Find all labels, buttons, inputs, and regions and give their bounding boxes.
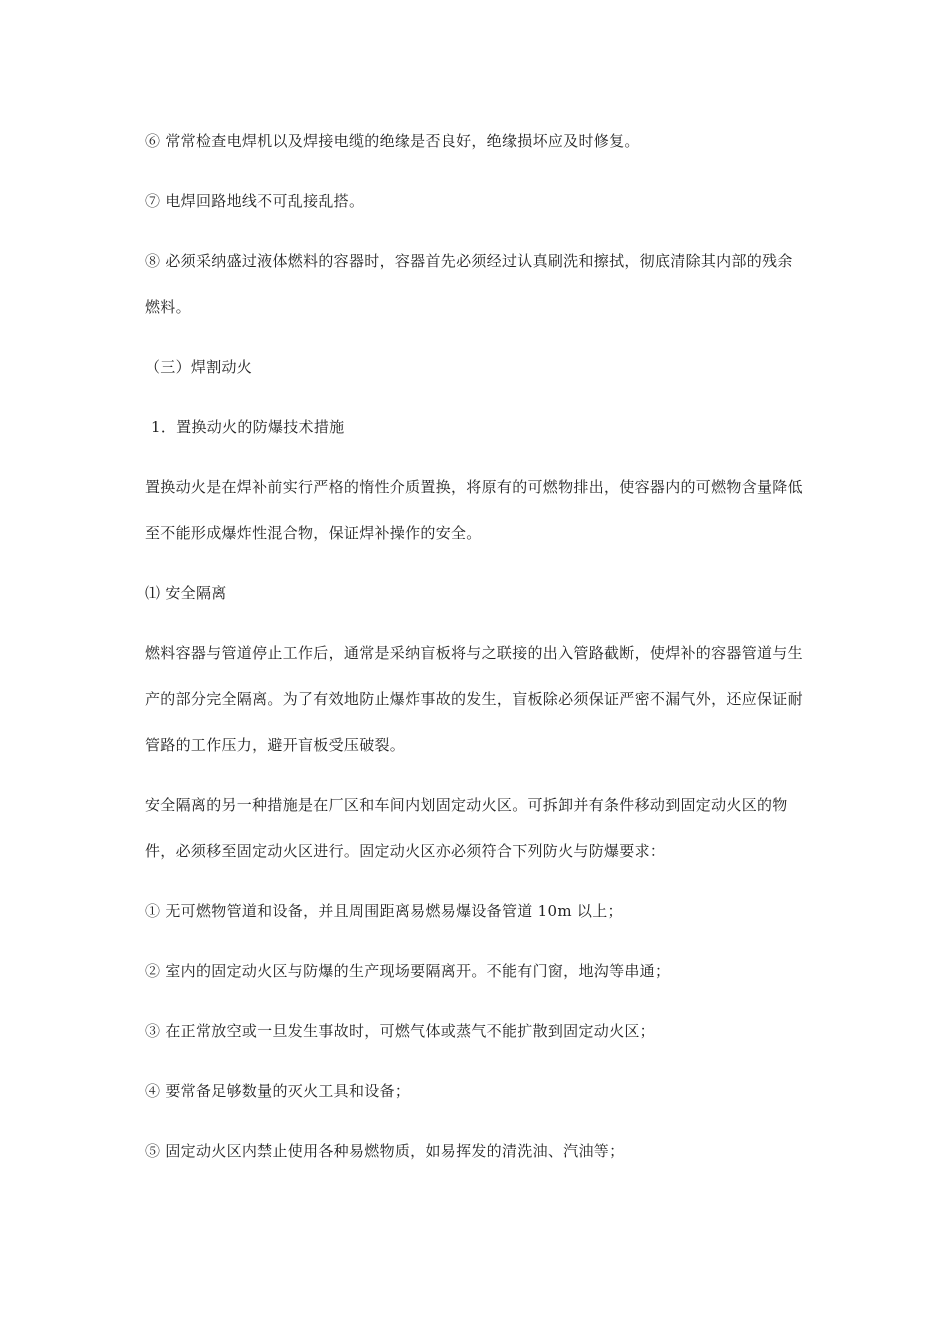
list-item-2: ② 室内的固定动火区与防爆的生产现场要隔离开。不能有门窗，地沟等串通； bbox=[145, 962, 671, 980]
paragraph-gap bbox=[145, 994, 805, 1008]
paragraph-gap bbox=[145, 874, 805, 888]
list-item-5: ⑤ 固定动火区内禁止使用各种易燃物质，如易挥发的清洗油、汽油等； bbox=[145, 1142, 625, 1160]
paragraph-gap bbox=[145, 1114, 805, 1128]
body-paragraph: 置换动火是在焊补前实行严格的惰性介质置换，将原有的可燃物排出，使容器内的可燃物含量降低至不能形成爆炸性混合物，保证焊补操作的安全。 bbox=[145, 478, 803, 542]
sub-heading-safety-isolation: ⑴ 安全隔离 bbox=[145, 584, 227, 602]
paragraph-gap bbox=[145, 934, 805, 948]
list-item-6: ⑥ 常常检查电焊机以及焊接电缆的绝缘是否良好，绝缘损坏应及时修复。 bbox=[145, 132, 640, 150]
document-body bbox=[145, 118, 805, 1174]
paragraph-gap bbox=[145, 1054, 805, 1068]
paragraph-gap bbox=[145, 450, 805, 464]
list-item-4: ④ 要常备足够数量的灭火工具和设备； bbox=[145, 1082, 411, 1100]
paragraph-gap bbox=[145, 556, 805, 570]
paragraph-gap bbox=[145, 224, 805, 238]
list-item-8: ⑧ 必须采纳盛过液体燃料的容器时，容器首先必须经过认真刷洗和擦拭，彻底清除其内部的残余燃料。 bbox=[145, 252, 793, 316]
paragraph-gap bbox=[145, 616, 805, 630]
section-heading: （三）焊割动火 bbox=[145, 358, 253, 376]
paragraph-gap bbox=[145, 164, 805, 178]
list-item-1: ① 无可燃物管道和设备，并且周围距离易燃易爆设备管道 10m 以上； bbox=[145, 902, 623, 920]
subsection-heading: 1．置换动火的防爆技术措施 bbox=[151, 418, 345, 436]
list-item-3: ③ 在正常放空或一旦发生事故时，可燃气体或蒸气不能扩散到固定动火区； bbox=[145, 1022, 655, 1040]
paragraph-gap bbox=[145, 330, 805, 344]
body-paragraph: 安全隔离的另一种措施是在厂区和车间内划固定动火区。可拆卸并有条件移动到固定动火区的物件，必须移至固定动火区进行。固定动火区亦必须符合下列防火与防爆要求： bbox=[145, 796, 788, 860]
paragraph-gap bbox=[145, 390, 805, 404]
paragraph-gap bbox=[145, 768, 805, 782]
body-paragraph: 燃料容器与管道停止工作后，通常是采纳盲板将与之联接的出入管路截断，使焊补的容器管道与生产的部分完全隔离。为了有效地防止爆炸事故的发生，盲板除必须保证严密不漏气外，还应保证耐管路的工作压力，避开盲板受压破裂。 bbox=[145, 644, 803, 754]
list-item-7: ⑦ 电焊回路地线不可乱接乱搭。 bbox=[145, 192, 365, 210]
